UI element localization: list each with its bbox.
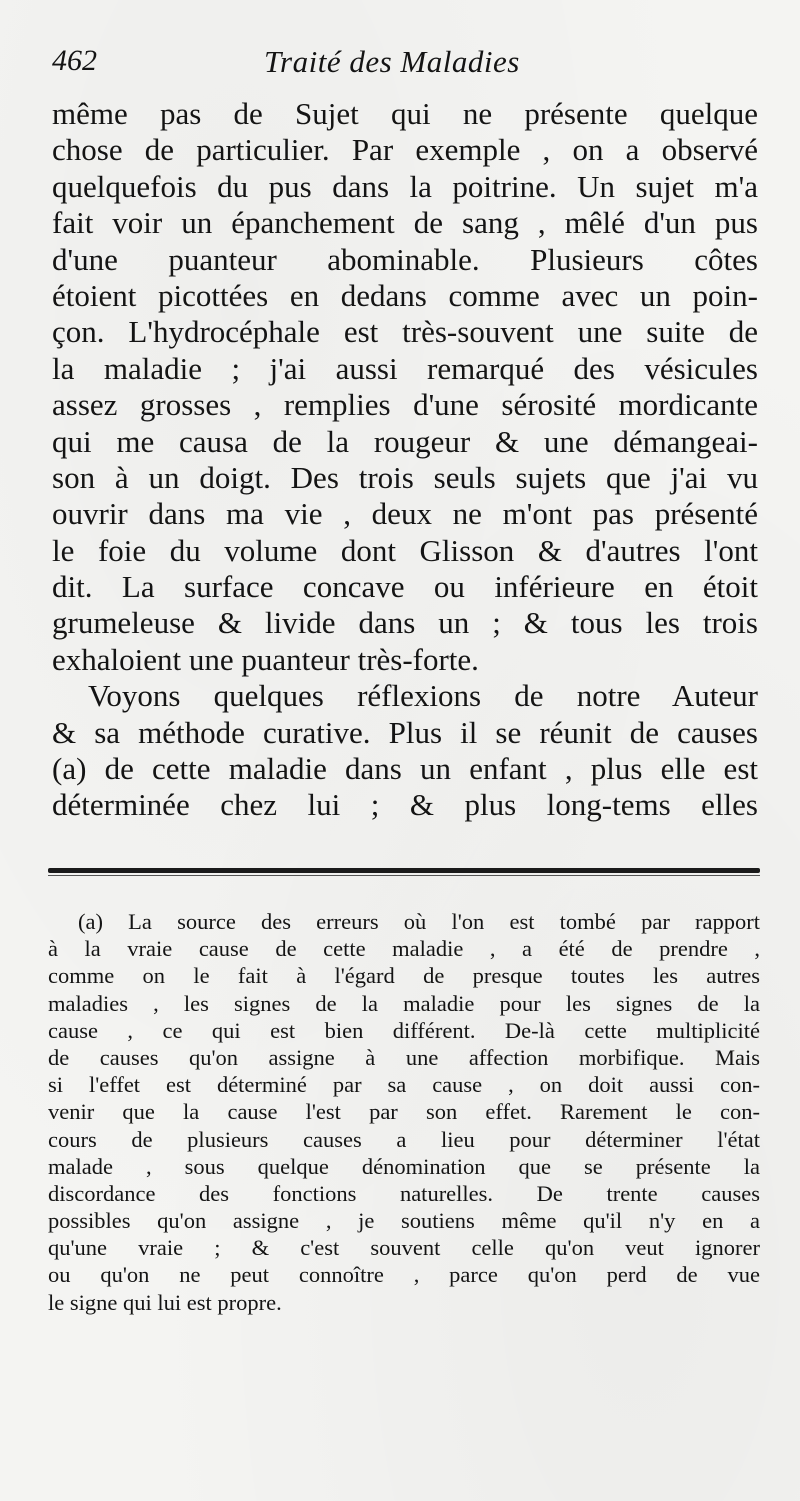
footnote-line: venir que la cause l'est par son effet. Rarement le con- [48,1099,760,1125]
text-line: Voyons quelques réflexions de notre Auteur [88,678,758,714]
text-line: qui me causa de la rougeur & une démangeai- [52,423,758,459]
text-line: la maladie ; j'ai aussi remarqué des vésicules [52,350,758,386]
footnote-line: comme on le fait à l'égard de presque toutes les autres [48,963,760,989]
text-line: le foie du volume dont Glisson & d'autres l'ont [52,532,758,568]
footnote-line: maladies , les signes de la maladie pour les signes de la [48,990,760,1016]
footnote-line: (a) La source des erreurs où l'on est tombé par rapport [78,909,760,934]
footnote-line: possibles qu'on assigne , je soutiens même qu'il n'y en a [48,1208,760,1234]
text-line: déterminée chez lui ; & plus long-tems elles [52,787,758,823]
text-line: & sa méthode curative. Plus il se réunit de causes [52,714,758,750]
footnote-line: cours de plusieurs causes a lieu pour déterminer l'état [48,1126,760,1152]
footnote-separator-rule [48,868,760,873]
text-line: chose de particulier. Par exemple , on a observé [52,132,758,168]
text-line: ouvrir dans ma vie , deux ne m'ont pas présenté [52,496,758,532]
footnote-line: si l'effet est déterminé par sa cause , on doit aussi con- [48,1072,760,1098]
text-line: fait voir un épanchement de sang , mêlé d'un pus [52,205,758,241]
footnote-line: malade , sous quelque dénomination que se présente la [48,1153,760,1179]
text-line: son à un doigt. Des trois seuls sujets que j'ai vu [52,459,758,495]
text-line: étoient picottées en dedans comme avec un poin- [52,277,758,313]
text-line: même pas de Sujet qui ne présente quelque [52,96,758,131]
footnote-line: à la vraie cause de cette maladie , a été de prendre , [48,936,760,962]
running-title: Traité des Maladies [264,44,520,79]
text-line: (a) de cette maladie dans un enfant , plus elle est [52,751,758,787]
text-line: çon. L'hydrocéphale est très-souvent une suite de [52,314,758,350]
footnote-line: ou qu'on ne peut connoître , parce qu'on perd de vue [48,1262,760,1288]
footnote-line: discordance des fonctions naturelles. De trente causes [48,1180,760,1206]
text-line: quelquefois du pus dans la poitrine. Un sujet m'a [52,168,758,204]
footnote-line: de causes qu'on assigne à une affection morbifique. Mais [48,1044,760,1070]
footnote-separator-hairline [48,875,760,876]
main-text [52,96,758,824]
text-line: grumeleuse & livide dans un ; & tous les trois [52,605,758,641]
page-number: 462 [52,44,97,77]
text-line: assez grosses , remplies d'une sérosité mordicante [52,387,758,423]
footnote-line: cause , ce qui est bien différent. De-là cette multiplicité [48,1017,760,1043]
text-line: dit. La surface concave ou inférieure en étoit [52,569,758,605]
page-header [52,44,752,84]
footnote-line: le signe qui lui est propre. [48,1289,282,1315]
footnote [48,908,760,1316]
text-line: d'une puanteur abominable. Plusieurs côtes [52,241,758,277]
footnote-line: qu'une vraie ; & c'est souvent celle qu'on veut ignorer [48,1235,760,1261]
text-line: exhaloient une puanteur très-forte. [52,641,479,677]
